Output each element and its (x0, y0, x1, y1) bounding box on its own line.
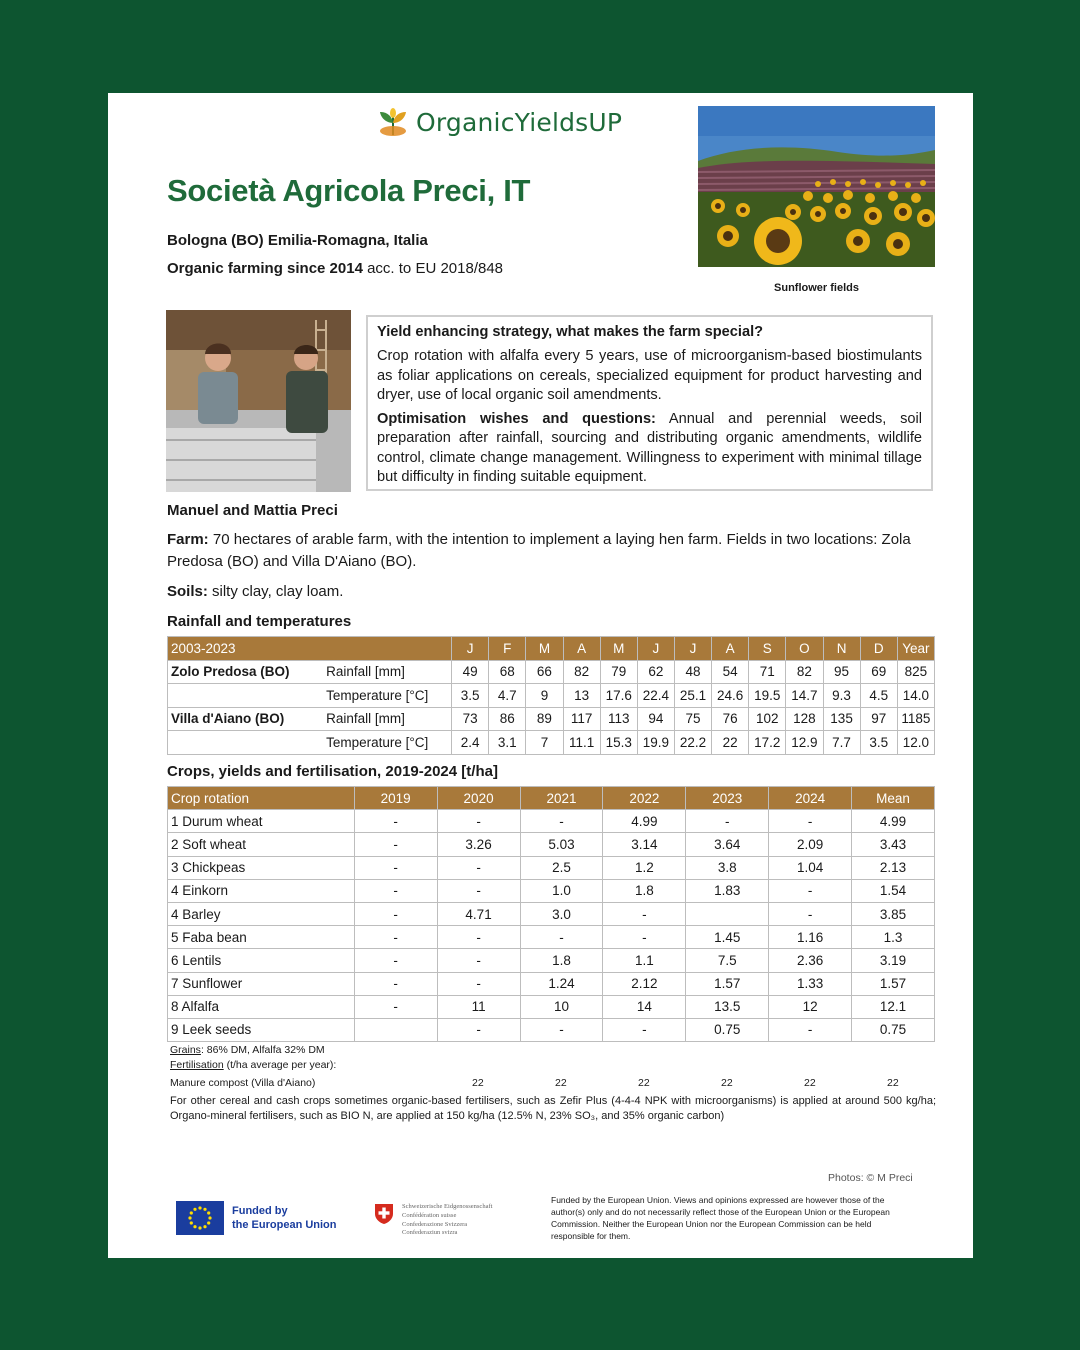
yield-cell: 1.04 (769, 856, 852, 879)
yield-cell: 4.99 (852, 810, 935, 833)
rainfall-cell: 3.1 (489, 731, 526, 755)
site-name (168, 731, 325, 755)
yield-cell: 0.75 (852, 1018, 935, 1041)
rainfall-cell: 79 (600, 660, 637, 684)
grains-label: Grains (170, 1044, 201, 1056)
yield-cell: - (769, 1018, 852, 1041)
rainfall-cell: 25.1 (674, 684, 711, 708)
yield-cell: - (437, 856, 520, 879)
grains-text: : 86% DM, Alfalfa 32% DM (200, 1044, 325, 1056)
yield-cell: - (520, 1018, 603, 1041)
yield-cell: 2.09 (769, 833, 852, 856)
yield-cell: 3.85 (852, 902, 935, 925)
crop-row (168, 856, 935, 879)
swiss-confederation-logo (374, 1203, 492, 1238)
rainfall-cell: 102 (749, 707, 786, 731)
rainfall-cell: 82 (563, 660, 600, 684)
crop-row (168, 949, 935, 972)
crop-name: 2 Soft wheat (168, 833, 355, 856)
eu-funding-logo (176, 1201, 337, 1235)
rainfall-cell: 66 (526, 660, 563, 684)
farmers-photo (166, 310, 351, 492)
farm-label: Farm: (167, 531, 209, 548)
rainfall-cell: 69 (860, 660, 897, 684)
yield-cell: 2.36 (769, 949, 852, 972)
yield-cell: 2.13 (852, 856, 935, 879)
yield-cell: - (354, 995, 437, 1018)
yield-cell: 10 (520, 995, 603, 1018)
month-header: M (526, 637, 563, 661)
rainfall-cell: 7 (526, 731, 563, 755)
eu-disclaimer: Funded by the European Union. Views and opinions expressed are however those of the author(s) only and do not necessarily reflect those of the European Union or the European Commission. Neither the European Union nor the European Commission can be held responsible for them. (551, 1195, 890, 1241)
rainfall-cell: 9.3 (823, 684, 860, 708)
rainfall-cell: 62 (637, 660, 674, 684)
rainfall-cell: 17.6 (600, 684, 637, 708)
yield-cell: 1.8 (603, 879, 686, 902)
crop-name: 6 Lentils (168, 949, 355, 972)
rainfall-cell: 117 (563, 707, 600, 731)
swiss-shield-icon (374, 1203, 394, 1225)
rainfall-cell: 82 (786, 660, 823, 684)
measure-name: Rainfall [mm] (324, 660, 451, 684)
yield-cell: 1.16 (769, 926, 852, 949)
swiss-line: Confederazione Svizzera (402, 1220, 468, 1228)
rainfall-cell: 19.5 (749, 684, 786, 708)
crop-name: 1 Durum wheat (168, 810, 355, 833)
farm-description (167, 529, 937, 572)
yield-cell: 4.99 (603, 810, 686, 833)
crop-row (168, 879, 935, 902)
rainfall-row (168, 707, 935, 731)
yield-cell: - (437, 926, 520, 949)
rainfall-cell: 14.0 (897, 684, 934, 708)
month-header: O (786, 637, 823, 661)
rainfall-header-row (168, 637, 935, 661)
rainfall-cell: 1185 (897, 707, 934, 731)
page-title: Società Agricola Preci, IT (167, 173, 531, 208)
yield-cell: 1.45 (686, 926, 769, 949)
rainfall-cell: 71 (749, 660, 786, 684)
grains-note (170, 1044, 325, 1056)
yield-cell: - (354, 902, 437, 925)
fertilisation-text: (t/ha average per year): (223, 1059, 337, 1071)
yield-cell: - (354, 856, 437, 879)
rainfall-cell: 76 (712, 707, 749, 731)
rainfall-cell: 48 (674, 660, 711, 684)
farm-text: 70 hectares of arable farm, with the intention to implement a laying hen farm. Fields in two locations: Zola Predosa (BO) and Villa D'Aiano (BO). (167, 531, 911, 570)
yield-cell: - (686, 810, 769, 833)
yield-cell: 3.8 (686, 856, 769, 879)
yield-cell: - (354, 879, 437, 902)
eu-funding-text (232, 1204, 337, 1232)
yield-cell: - (354, 810, 437, 833)
rainfall-cell: 95 (823, 660, 860, 684)
month-header: A (563, 637, 600, 661)
manure-value: 22 (887, 1077, 899, 1089)
rainfall-cell: 22.2 (674, 731, 711, 755)
yield-cell: - (354, 972, 437, 995)
sunflower-field-photo (698, 106, 935, 267)
yield-cell: 14 (603, 995, 686, 1018)
month-header: D (860, 637, 897, 661)
yield-cell: - (769, 879, 852, 902)
manure-value: 22 (804, 1077, 816, 1089)
photo-caption: Sunflower fields (774, 282, 859, 294)
year-header: 2020 (437, 787, 520, 810)
soils-text: silty clay, clay loam. (207, 583, 344, 600)
crop-name: 4 Einkorn (168, 879, 355, 902)
site-name: Villa d'Aiano (BO) (168, 707, 325, 731)
optimisation-heading: Optimisation wishes and questions: (377, 411, 656, 428)
crop-row (168, 833, 935, 856)
yield-cell: 1.3 (852, 926, 935, 949)
rainfall-cell: 4.5 (860, 684, 897, 708)
yield-cell: 12.1 (852, 995, 935, 1018)
rainfall-cell: 13 (563, 684, 600, 708)
site-name: Zolo Predosa (BO) (168, 660, 325, 684)
yield-cell: 12 (769, 995, 852, 1018)
period-header: 2003-2023 (168, 637, 452, 661)
yield-cell: 3.0 (520, 902, 603, 925)
rainfall-row (168, 660, 935, 684)
manure-value: 22 (555, 1077, 567, 1089)
rainfall-cell: 2.4 (452, 731, 489, 755)
other-fertiliser-note: For other cereal and cash crops sometimes organic-based fertilisers, such as Zefir Plus (4-4-4 NPK with microorganisms) is applied at around 500 kg/ha; Organo-mineral fertilisers, such as BIO N, are applied at 150 kg/ha (12.5% N, 23% SO₃, and 35% organic carbon) (170, 1095, 936, 1122)
year-header: Year (897, 637, 934, 661)
rainfall-cell: 19.9 (637, 731, 674, 755)
rainfall-table (167, 636, 935, 755)
yield-cell: - (769, 902, 852, 925)
yield-cell: - (437, 879, 520, 902)
crop-row (168, 1018, 935, 1041)
rainfall-cell: 17.2 (749, 731, 786, 755)
rainfall-cell: 49 (452, 660, 489, 684)
manure-row (170, 1077, 936, 1089)
rainfall-cell: 54 (712, 660, 749, 684)
rainfall-cell: 12.0 (897, 731, 934, 755)
yield-cell: 1.8 (520, 949, 603, 972)
rainfall-cell: 75 (674, 707, 711, 731)
crop-rotation-header: Crop rotation (168, 787, 355, 810)
rainfall-cell: 68 (489, 660, 526, 684)
brand-logo (376, 107, 622, 137)
month-header: S (749, 637, 786, 661)
rainfall-cell: 3.5 (452, 684, 489, 708)
crop-name: 5 Faba bean (168, 926, 355, 949)
rainfall-row (168, 731, 935, 755)
soils-label: Soils: (167, 583, 208, 600)
year-header: 2024 (769, 787, 852, 810)
month-header: N (823, 637, 860, 661)
crops-yield-table (167, 786, 935, 1042)
strategy-box (366, 315, 933, 491)
year-header: 2021 (520, 787, 603, 810)
rainfall-row (168, 684, 935, 708)
yield-cell: - (437, 949, 520, 972)
rainfall-cell: 135 (823, 707, 860, 731)
yield-cell: - (437, 972, 520, 995)
measure-name: Temperature [°C] (324, 684, 451, 708)
swiss-line: Confédération suisse (402, 1211, 457, 1219)
optimisation-text: Annual and perennial weeds, soil preparation after rainfall, sourcing and distributing organic amendments, wildlife control, climate change management. Willingness to experiment with minimal tillage but difficulty in finding suitable equipment. (377, 411, 922, 486)
crops-section-title: Crops, yields and fertilisation, 2019-2024 [t/ha] (167, 763, 498, 780)
yield-cell: 3.64 (686, 833, 769, 856)
yield-cell: 1.57 (852, 972, 935, 995)
strategy-text: Crop rotation with alfalfa every 5 years, use of microorganism-based biostimulants as foliar applications on cereals, specialized equipment for product harvesting and dryer, use of local organic soil amendments. (377, 348, 922, 403)
measure-name: Rainfall [mm] (324, 707, 451, 731)
yield-cell: - (769, 810, 852, 833)
rainfall-cell: 86 (489, 707, 526, 731)
yield-cell: - (354, 949, 437, 972)
yield-cell: - (603, 902, 686, 925)
yield-cell (686, 902, 769, 925)
yield-cell: 1.33 (769, 972, 852, 995)
rainfall-cell: 12.9 (786, 731, 823, 755)
yield-cell: 1.1 (603, 949, 686, 972)
sprout-logo-icon (376, 107, 410, 137)
yield-cell: - (520, 810, 603, 833)
photo-credit: Photos: © M Preci (828, 1172, 913, 1184)
yield-cell: 1.54 (852, 879, 935, 902)
manure-value: 22 (472, 1077, 484, 1089)
organic-since-rest: acc. to EU 2018/848 (362, 260, 504, 277)
organic-since (167, 260, 503, 277)
yield-cell: 13.5 (686, 995, 769, 1018)
month-header: J (674, 637, 711, 661)
manure-value: 22 (638, 1077, 650, 1089)
crop-name: 9 Leek seeds (168, 1018, 355, 1041)
yield-cell: 5.03 (520, 833, 603, 856)
rainfall-cell: 7.7 (823, 731, 860, 755)
crop-row (168, 972, 935, 995)
swiss-line: Schweizerische Eidgenossenschaft (402, 1203, 493, 1210)
manure-label: Manure compost (Villa d'Aiano) (170, 1077, 316, 1089)
swiss-line: Confederaziun svizra (402, 1229, 458, 1237)
yield-cell: 3.43 (852, 833, 935, 856)
measure-name: Temperature [°C] (324, 731, 451, 755)
fertilisation-label: Fertilisation (170, 1059, 224, 1071)
crop-name: 8 Alfalfa (168, 995, 355, 1018)
crop-row (168, 902, 935, 925)
crop-name: 3 Chickpeas (168, 856, 355, 879)
yield-cell: 2.12 (603, 972, 686, 995)
rainfall-cell: 94 (637, 707, 674, 731)
yield-cell: - (437, 1018, 520, 1041)
yield-cell: 1.24 (520, 972, 603, 995)
strategy-heading: Yield enhancing strategy, what makes the farm special? (377, 324, 764, 340)
year-header: 2022 (603, 787, 686, 810)
rainfall-cell: 73 (452, 707, 489, 731)
yield-cell: 1.83 (686, 879, 769, 902)
yield-cell: 3.19 (852, 949, 935, 972)
yield-cell: - (354, 926, 437, 949)
rainfall-cell: 24.6 (712, 684, 749, 708)
rainfall-cell: 89 (526, 707, 563, 731)
month-header: J (452, 637, 489, 661)
crops-header-row (168, 787, 935, 810)
rainfall-cell: 22.4 (637, 684, 674, 708)
rainfall-cell: 14.7 (786, 684, 823, 708)
yield-cell: - (603, 926, 686, 949)
crop-row (168, 810, 935, 833)
yield-cell: 0.75 (686, 1018, 769, 1041)
organic-since-bold: Organic farming since 2014 (167, 260, 363, 277)
fact-sheet (108, 93, 973, 1258)
swiss-confederation-text (402, 1203, 492, 1238)
crop-row (168, 995, 935, 1018)
site-name (168, 684, 325, 708)
rainfall-cell: 113 (600, 707, 637, 731)
rainfall-cell: 97 (860, 707, 897, 731)
rainfall-cell: 22 (712, 731, 749, 755)
farmers-caption: Manuel and Mattia Preci (167, 502, 338, 519)
yield-cell: 11 (437, 995, 520, 1018)
fertilisation-note (170, 1059, 336, 1071)
crop-name: 7 Sunflower (168, 972, 355, 995)
eu-flag-icon (176, 1201, 224, 1235)
rainfall-cell: 825 (897, 660, 934, 684)
rainfall-section-title: Rainfall and temperatures (167, 613, 352, 630)
month-header: J (637, 637, 674, 661)
crop-row (168, 926, 935, 949)
month-header: F (489, 637, 526, 661)
rainfall-cell: 3.5 (860, 731, 897, 755)
yield-cell: 7.5 (686, 949, 769, 972)
year-header: 2019 (354, 787, 437, 810)
rainfall-cell: 128 (786, 707, 823, 731)
rainfall-cell: 9 (526, 684, 563, 708)
optimisation-paragraph (377, 410, 922, 487)
rainfall-cell: 15.3 (600, 731, 637, 755)
crop-name: 4 Barley (168, 902, 355, 925)
brand-name: OrganicYieldsUP (416, 107, 623, 137)
month-header: A (712, 637, 749, 661)
yield-cell: - (520, 926, 603, 949)
soils-description (167, 581, 937, 603)
yield-cell: 3.26 (437, 833, 520, 856)
yield-cell: 1.0 (520, 879, 603, 902)
yield-cell: - (354, 833, 437, 856)
mean-header: Mean (852, 787, 935, 810)
yield-cell: - (603, 1018, 686, 1041)
farm-location: Bologna (BO) Emilia-Romagna, Italia (167, 232, 428, 249)
rainfall-cell: 11.1 (563, 731, 600, 755)
rainfall-cell: 4.7 (489, 684, 526, 708)
manure-value: 22 (721, 1077, 733, 1089)
yield-cell (354, 1018, 437, 1041)
eu-funding-line1: Funded by (232, 1205, 288, 1217)
yield-cell: - (437, 810, 520, 833)
yield-cell: 1.2 (603, 856, 686, 879)
yield-cell: 4.71 (437, 902, 520, 925)
yield-cell: 3.14 (603, 833, 686, 856)
year-header: 2023 (686, 787, 769, 810)
yield-cell: 1.57 (686, 972, 769, 995)
yield-cell: 2.5 (520, 856, 603, 879)
month-header: M (600, 637, 637, 661)
eu-funding-line2: the European Union (232, 1219, 337, 1231)
